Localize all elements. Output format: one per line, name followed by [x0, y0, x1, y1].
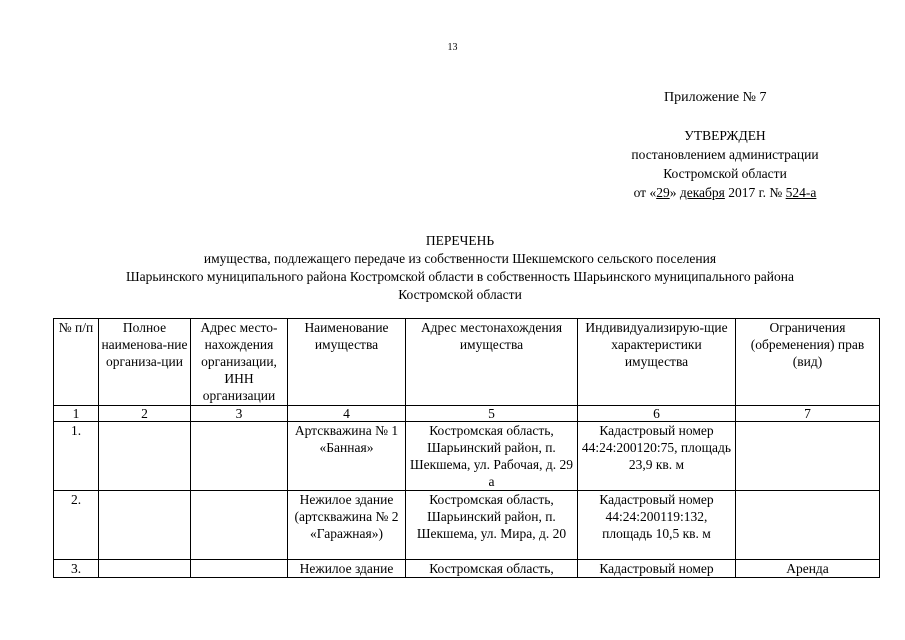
column-header: Наименование имущества: [288, 319, 406, 406]
approval-line-2: Костромской области: [663, 166, 787, 181]
characteristics-cell: Кадастровый номер 44:24:200119:132, площадь 10,5 кв. м: [578, 491, 736, 560]
column-number-row: [54, 406, 880, 422]
column-number: 1: [54, 406, 99, 422]
date-mid: »: [669, 185, 680, 200]
page-number: 13: [447, 42, 458, 53]
row-number: 1.: [54, 422, 99, 491]
document-heading: [60, 232, 860, 304]
characteristics-cell: Кадастровый номер: [578, 560, 736, 578]
heading-line-3: Костромской области: [398, 287, 522, 302]
column-number: 4: [288, 406, 406, 422]
row-number: 2.: [54, 491, 99, 560]
appendix-label: Приложение № 7: [664, 90, 767, 105]
column-number: 6: [578, 406, 736, 422]
restrictions-cell: [736, 422, 880, 491]
column-header: Полное наименова-ние организа-ции: [99, 319, 191, 406]
column-header: № п/п: [54, 319, 99, 406]
approval-title: УТВЕРЖДЕН: [684, 128, 766, 143]
org-address-cell: [191, 422, 288, 491]
heading-title: ПЕРЕЧЕНЬ: [425, 233, 495, 248]
heading-line-1: имущества, подлежащего передаче из собственности Шекшемского сельского поселения: [203, 251, 717, 266]
property-name-cell: Нежилое здание: [288, 560, 406, 578]
column-header: Адрес местонахождения имущества: [406, 319, 578, 406]
org-address-cell: [191, 560, 288, 578]
header-row: [54, 319, 880, 406]
characteristics-cell: Кадастровый номер 44:24:200120:75, площадь 23,9 кв. м: [578, 422, 736, 491]
column-header: Адрес место-нахождения организации, ИНН организации: [191, 319, 288, 406]
restrictions-cell: [736, 491, 880, 560]
property-name-cell: Нежилое здание (артскважина № 2 «Гаражная»): [288, 491, 406, 560]
restrictions-cell: Аренда: [736, 560, 880, 578]
date-year: 2017 г. №: [724, 185, 786, 200]
column-number: 5: [406, 406, 578, 422]
column-header: Ограничения (обременения) прав (вид): [736, 319, 880, 406]
approval-date-line: [600, 183, 850, 202]
table-row: [54, 422, 880, 491]
property-name-cell: Артскважина № 1 «Банная»: [288, 422, 406, 491]
column-header: Индивидуализирую-щие характеристики имущества: [578, 319, 736, 406]
heading-line-2: Шарьинского муниципального района Костромской области в собственность Шарьинского муниципального района: [126, 269, 794, 284]
date-day: 29: [656, 185, 670, 200]
property-address-cell: Костромская область, Шарьинский район, п. Шекшема, ул. Рабочая, д. 29 а: [406, 422, 578, 491]
property-table: [53, 318, 880, 578]
date-prefix: от «: [633, 185, 657, 200]
row-number: 3.: [54, 560, 99, 578]
column-number: 2: [99, 406, 191, 422]
table-row: [54, 560, 880, 578]
approval-line-1: постановлением администрации: [631, 147, 819, 162]
column-number: 7: [736, 406, 880, 422]
doc-number: 524-а: [785, 185, 817, 200]
table-row: [54, 491, 880, 560]
org-name-cell: [99, 422, 191, 491]
approval-block: [600, 126, 850, 202]
org-name-cell: [99, 560, 191, 578]
property-address-cell: Костромская область, Шарьинский район, п. Шекшема, ул. Мира, д. 20: [406, 491, 578, 560]
property-address-cell: Костромская область,: [406, 560, 578, 578]
org-address-cell: [191, 491, 288, 560]
org-name-cell: [99, 491, 191, 560]
column-number: 3: [191, 406, 288, 422]
date-month: декабря: [679, 185, 725, 200]
